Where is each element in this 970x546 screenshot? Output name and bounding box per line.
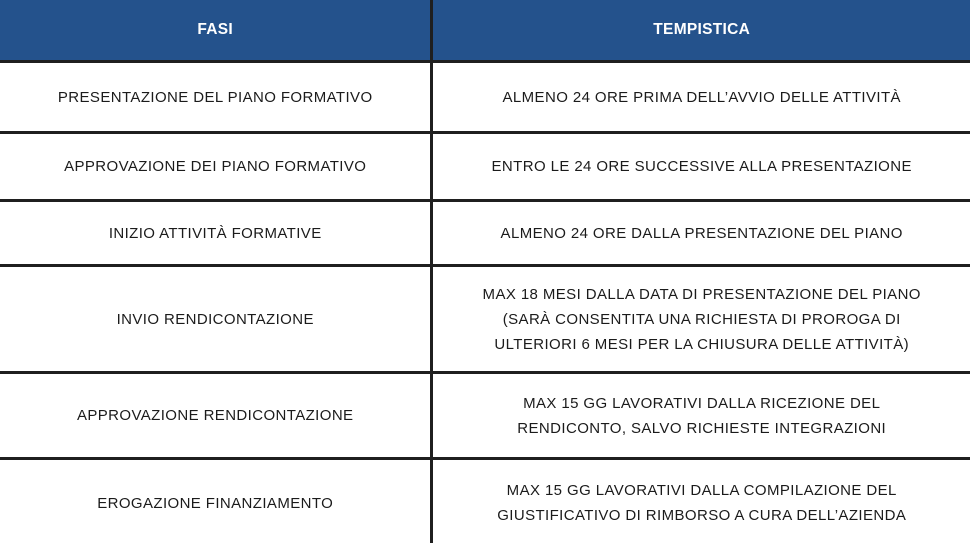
fase-cell: EROGAZIONE FINANZIAMENTO: [0, 460, 430, 546]
fase-cell: APPROVAZIONE DEI PIANO FORMATIVO: [0, 134, 430, 198]
table-row: [0, 202, 970, 264]
tempistica-cell: [433, 374, 970, 458]
table-row: [0, 374, 970, 458]
tempistica-line: ALMENO 24 ORE DALLA PRESENTAZIONE DEL PIANO: [500, 224, 903, 242]
tempistica-cell: [433, 202, 970, 264]
fase-cell: INIZIO ATTIVITÀ FORMATIVE: [0, 202, 430, 264]
tempistica-cell: [433, 460, 970, 546]
tempistica-line: (SARÀ CONSENTITA UNA RICHIESTA DI PROROGA DI: [502, 310, 901, 328]
fase-cell: PRESENTAZIONE DEL PIANO FORMATIVO: [0, 63, 430, 131]
tempistica-line: ULTERIORI 6 MESI PER LA CHIUSURA DELLE ATTIVITÀ): [494, 335, 909, 353]
table-row: [0, 460, 970, 546]
fase-cell: APPROVAZIONE RENDICONTAZIONE: [0, 374, 430, 458]
table-row: [0, 63, 970, 131]
tempistica-line: MAX 18 MESI DALLA DATA DI PRESENTAZIONE DEL PIANO: [482, 285, 921, 303]
table-row: [0, 267, 970, 371]
tempistica-line: ENTRO LE 24 ORE SUCCESSIVE ALLA PRESENTAZIONE: [491, 158, 912, 176]
tempistica-line: GIUSTIFICATIVO DI RIMBORSO A CURA DELL’AZIENDA: [497, 507, 907, 525]
tempistica-line: ALMENO 24 ORE PRIMA DELL’AVVIO DELLE ATTIVITÀ: [502, 88, 901, 106]
tempistica-cell: [433, 134, 970, 198]
tempistica-cell: [433, 267, 970, 371]
table-header-row: [0, 0, 970, 60]
tempistica-cell: [433, 63, 970, 131]
header-tempistica: TEMPISTICA: [433, 0, 970, 60]
tempistica-line: MAX 15 GG LAVORATIVI DALLA COMPILAZIONE DEL: [506, 482, 897, 500]
fase-cell: INVIO RENDICONTAZIONE: [0, 267, 430, 371]
header-fasi: FASI: [0, 0, 430, 60]
table-row: [0, 134, 970, 198]
tempistica-line: MAX 15 GG LAVORATIVI DALLA RICEZIONE DEL: [523, 394, 881, 412]
tempistica-line: RENDICONTO, SALVO RICHIESTE INTEGRAZIONI: [517, 419, 887, 437]
